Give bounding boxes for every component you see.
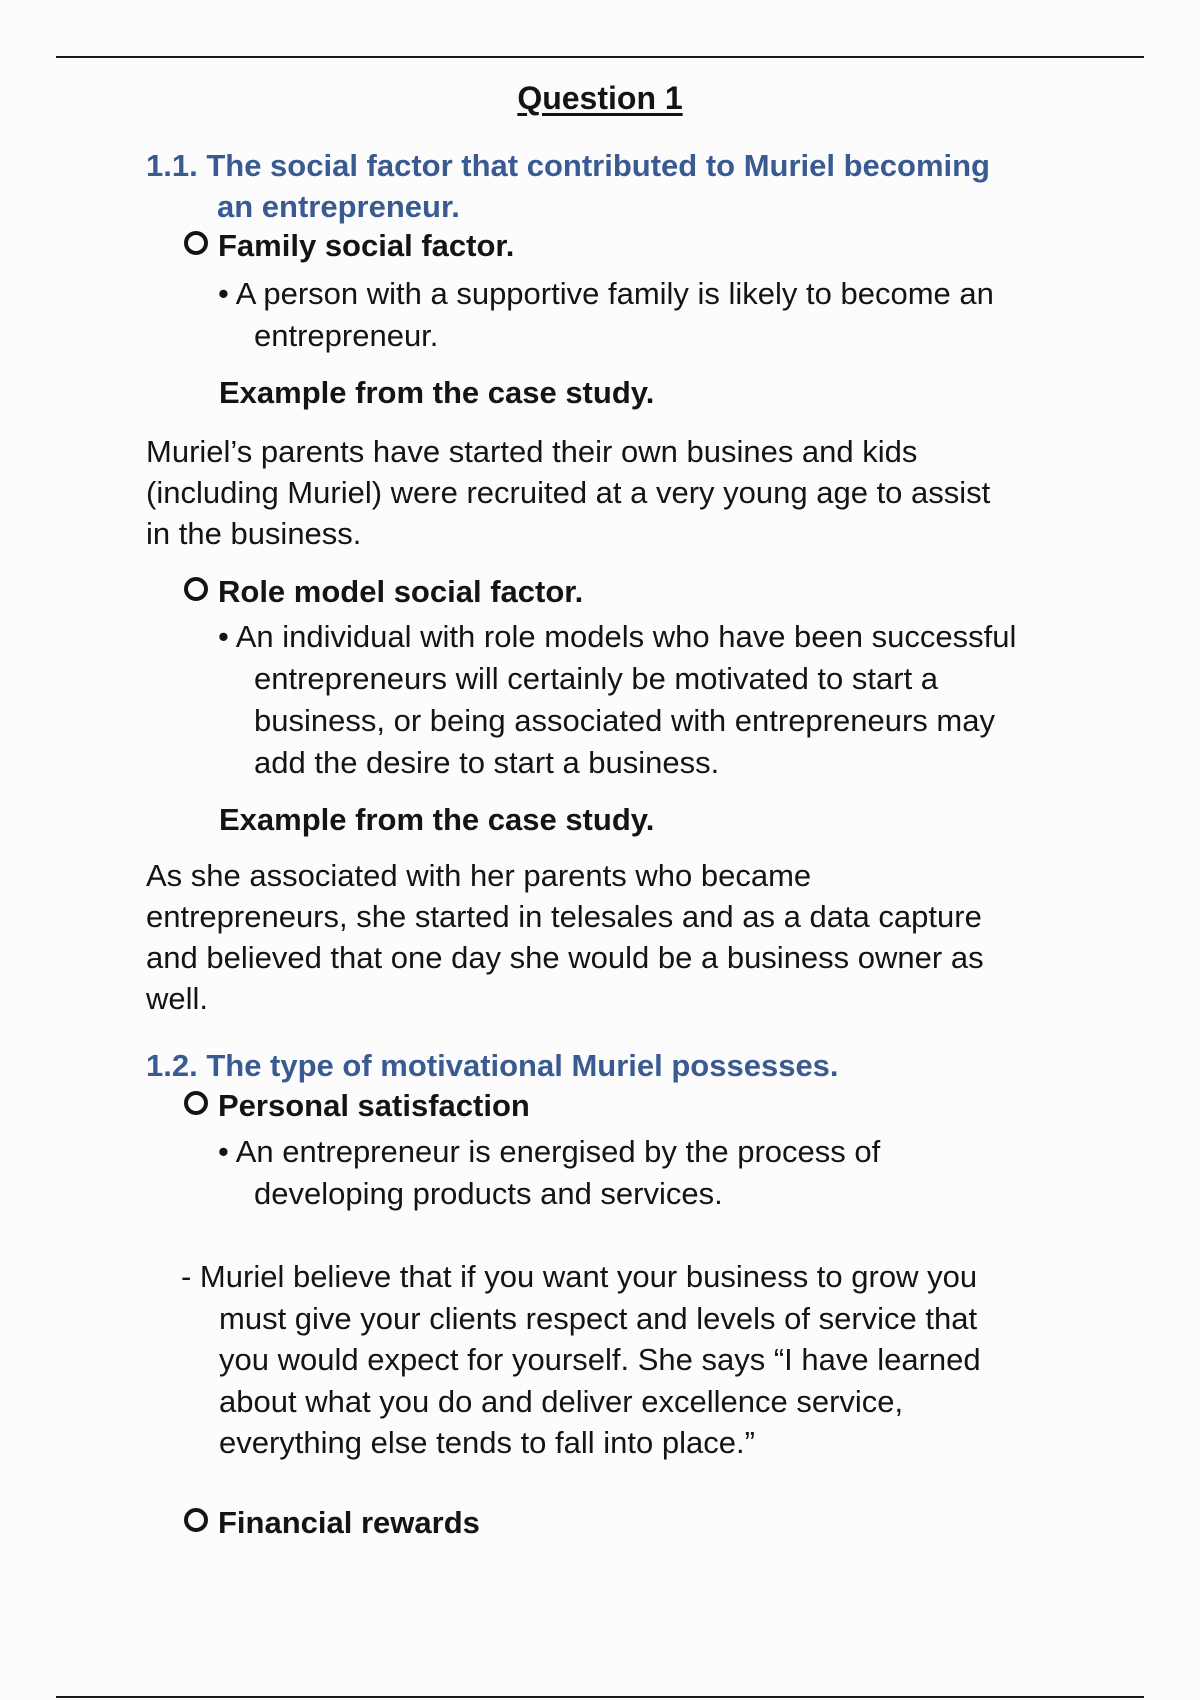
paragraph-line: (including Muriel) were recruited at a very young age to assist [146, 475, 991, 510]
factor-role-model [184, 572, 583, 612]
page-title: Question 1 [517, 80, 683, 116]
circle-bullet-icon [184, 1091, 208, 1115]
paragraph-line: about what you do and deliver excellence service, [219, 1383, 904, 1419]
section-heading-1-1 [146, 145, 1146, 227]
example-label-1: Example from the case study. [219, 375, 655, 410]
factor-family [184, 226, 514, 266]
bullet-text-cont: entrepreneur. [254, 318, 439, 353]
heading-line-2: an entrepreneur. [217, 189, 460, 224]
factor-label: Family social factor. [218, 228, 515, 263]
bullet-text: • A person with a supportive family is likely to become an [218, 276, 994, 311]
top-rule [56, 56, 1144, 58]
paragraph-line: in the business. [146, 516, 362, 551]
bullet-text-cont: business, or being associated with entrepreneurs may [254, 703, 995, 738]
circle-bullet-icon [184, 577, 208, 601]
bullet-role-model [218, 616, 1178, 784]
factor-label: Personal satisfaction [218, 1088, 530, 1123]
bullet-text: • An individual with role models who have been successful [218, 619, 1017, 654]
bullet-text-cont: entrepreneurs will certainly be motivated to start a [254, 661, 939, 696]
circle-bullet-icon [184, 231, 208, 255]
factor-label: Role model social factor. [218, 574, 584, 609]
bullet-text-cont: add the desire to start a business. [254, 745, 720, 780]
bullet-personal-satisfaction [218, 1131, 1118, 1215]
example-paragraph-2 [146, 855, 984, 1019]
bottom-rule [56, 1696, 1144, 1698]
paragraph-line: must give your clients respect and levels of service that [219, 1300, 978, 1336]
paragraph-line: you would expect for yourself. She says “I have learned [219, 1342, 981, 1377]
bullet-text-cont: developing products and services. [254, 1176, 723, 1211]
paragraph-line: - Muriel believe that if you want your business to grow you [181, 1259, 978, 1294]
bullet-text: • An entrepreneur is energised by the process of [218, 1134, 881, 1169]
paragraph-line: everything else tends to fall into place.” [219, 1425, 755, 1460]
quote-paragraph [181, 1256, 1141, 1464]
paragraph-line: entrepreneurs, she started in telesales and as a data capture [146, 899, 982, 934]
paragraph-line: As she associated with her parents who became [146, 858, 812, 893]
heading-line-1: 1.1. The social factor that contributed to Muriel becoming [146, 148, 990, 183]
factor-label: Financial rewards [218, 1505, 480, 1540]
paragraph-line: well. [146, 981, 209, 1016]
paragraph-line: and believed that one day she would be a business owner as [146, 940, 984, 975]
example-label-2: Example from the case study. [219, 802, 655, 837]
factor-personal-satisfaction [184, 1086, 530, 1126]
paragraph-line: Muriel’s parents have started their own busines and kids [146, 434, 918, 469]
example-paragraph-1 [146, 431, 990, 554]
section-heading-1-2: 1.2. The type of motivational Muriel possesses. [146, 1048, 839, 1083]
factor-financial-rewards [184, 1503, 480, 1543]
circle-bullet-icon [184, 1508, 208, 1532]
bullet-family [218, 273, 1118, 357]
